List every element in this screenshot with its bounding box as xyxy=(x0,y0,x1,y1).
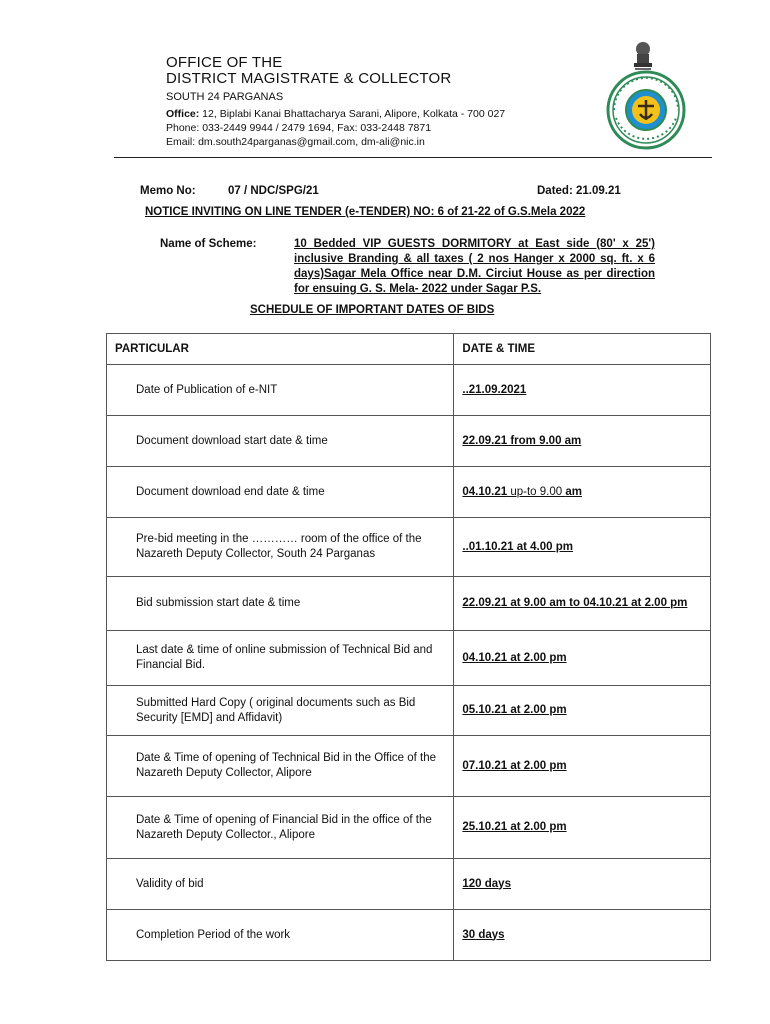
date-cell: 120 days xyxy=(454,859,711,910)
table-row xyxy=(107,416,711,467)
schedule-title: SCHEDULE OF IMPORTANT DATES OF BIDS xyxy=(250,304,495,316)
schedule-table xyxy=(106,333,711,961)
table-row xyxy=(107,631,711,686)
particular-cell: Date & Time of opening of Financial Bid in the office of the Nazareth Deputy Collector., Alipore xyxy=(107,797,454,859)
table-row xyxy=(107,797,711,859)
date-cell xyxy=(454,467,711,518)
office-title-line2: DISTRICT MAGISTRATE & COLLECTOR xyxy=(166,70,452,87)
notice-title: NOTICE INVITING ON LINE TENDER (e-TENDER) NO: 6 of 21-22 of G.S.Mela 2022 xyxy=(145,206,586,218)
particular-cell: Date of Publication of e-NIT xyxy=(107,365,454,416)
particular-cell: Date & Time of opening of Technical Bid in the Office of the Nazareth Deputy Collector, Alipore xyxy=(107,736,454,797)
date-cell: 25.10.21 at 2.00 pm xyxy=(454,797,711,859)
memo-date: Dated: 21.09.21 xyxy=(537,185,621,197)
table-header-row xyxy=(107,334,711,365)
particular-cell: Last date & time of online submission of Technical Bid and Financial Bid. xyxy=(107,631,454,686)
particular-cell: Bid submission start date & time xyxy=(107,577,454,631)
office-title xyxy=(166,55,451,87)
column-header-date-time: DATE & TIME xyxy=(454,334,711,365)
table-row xyxy=(107,365,711,416)
date-cell: ..21.09.2021 xyxy=(454,365,711,416)
date-cell: 22.09.21 from 9.00 am xyxy=(454,416,711,467)
column-header-particular: PARTICULAR xyxy=(107,334,454,365)
date-cell: 22.09.21 at 9.00 am to 04.10.21 at 2.00 pm xyxy=(454,577,711,631)
email-line: Email: dm.south24parganas@gmail.com, dm-ali@nic.in xyxy=(166,136,425,148)
particular-cell: Document download end date & time xyxy=(107,467,454,518)
table-row xyxy=(107,736,711,797)
memo-number: 07 / NDC/SPG/21 xyxy=(228,185,319,197)
phone-line: Phone: 033-2449 9944 / 2479 1694, Fax: 033-2448 7871 xyxy=(166,122,432,134)
national-emblem-icon xyxy=(628,40,658,74)
particular-cell: Validity of bid xyxy=(107,859,454,910)
particular-cell: Completion Period of the work xyxy=(107,910,454,961)
date-cell: 07.10.21 at 2.00 pm xyxy=(454,736,711,797)
date-cell: 05.10.21 at 2.00 pm xyxy=(454,686,711,736)
particular-cell: Submitted Hard Copy ( original documents such as Bid Security [EMD] and Affidavit) xyxy=(107,686,454,736)
office-label: Office: xyxy=(166,108,200,120)
table-row xyxy=(107,910,711,961)
table-row xyxy=(107,859,711,910)
memo-label: Memo No: xyxy=(140,185,196,197)
office-address xyxy=(166,108,505,120)
date-cell: ..01.10.21 at 4.00 pm xyxy=(454,518,711,577)
scheme-description: 10 Bedded VIP GUESTS DORMITORY at East side (80' x 25') inclusive Branding & all taxes ( 2 nos Hanger x 2000 sq. ft. x 6 days)Sagar Mela Office near D.M. Circiut House as per direction for ensuing G. S. Mela- 2022 under Sagar P.S. xyxy=(294,238,655,295)
scheme-label: Name of Scheme: xyxy=(160,238,257,250)
office-address-text: 12, Biplabi Kanai Bhattacharya Sarani, Alipore, Kolkata - 700 027 xyxy=(199,108,506,120)
date-value-plain: up-to 9.00 xyxy=(507,485,566,498)
date-cell: 30 days xyxy=(454,910,711,961)
particular-cell: Pre-bid meeting in the ………… room of the office of the Nazareth Deputy Collector, South 24 Parganas xyxy=(107,518,454,577)
date-value-bold: 04.10.21 xyxy=(462,485,508,498)
table-row xyxy=(107,518,711,577)
letterhead xyxy=(0,0,770,160)
district-seal-icon xyxy=(604,70,688,150)
table-row xyxy=(107,686,711,736)
table-row xyxy=(107,467,711,518)
table-row xyxy=(107,577,711,631)
office-title-line1: OFFICE OF THE xyxy=(166,54,283,71)
particular-cell: Document download start date & time xyxy=(107,416,454,467)
date-value-end: am xyxy=(565,485,582,498)
district-name: SOUTH 24 PARGANAS xyxy=(166,91,284,103)
date-cell: 04.10.21 at 2.00 pm xyxy=(454,631,711,686)
header-divider xyxy=(114,157,712,158)
